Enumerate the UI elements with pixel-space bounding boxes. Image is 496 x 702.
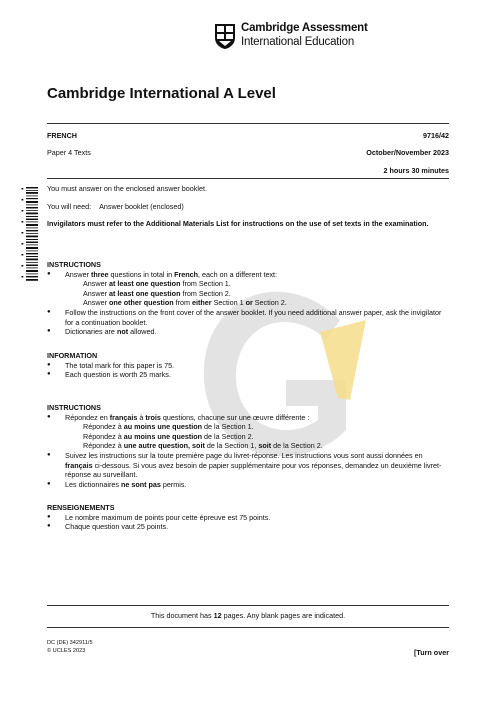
- information-heading-en: INFORMATION: [47, 351, 98, 360]
- subject: FRENCH: [47, 131, 77, 140]
- page-title: Cambridge International A Level: [47, 85, 276, 102]
- copyright: © UCLES 2023: [47, 648, 86, 654]
- information-item: ● Chaque question vaut 25 points.: [47, 522, 449, 532]
- you-will-need: [47, 202, 449, 212]
- instruction-item: ● Follow the instructions on the front cover of the answer booklet. If you need additional answer paper, ask the invigilator for a continuation booklet.: [47, 308, 449, 327]
- paper-code: 9716/42: [423, 131, 449, 140]
- instruction-item: ● Répondez en français à trois questions, chacune sur une œuvre différente :: [47, 413, 449, 423]
- need-value: Answer booklet (enclosed): [99, 201, 184, 211]
- session: October/November 2023: [366, 148, 449, 157]
- divider-bottom: [47, 605, 449, 606]
- divider-mid: [47, 178, 449, 179]
- answer-booklet-note: You must answer on the enclosed answer booklet.: [47, 184, 207, 193]
- page-count-note: This document has 12 pages. Any blank pages are indicated.: [150, 611, 346, 620]
- need-label: You will need:: [47, 201, 92, 211]
- document-reference: DC (DE) 342911/5: [47, 640, 93, 646]
- logo-line1: Cambridge Assessment: [241, 22, 368, 34]
- information-item: ● Each question is worth 25 marks.: [47, 370, 449, 380]
- instructions-en: [47, 260, 449, 337]
- instruction-item: ● Les dictionnaires ne sont pas permis.: [47, 480, 449, 490]
- information-item: ● The total mark for this paper is 75.: [47, 361, 449, 371]
- divider-top: [47, 123, 449, 124]
- instruction-item: ● Answer three questions in total in French, each on a different text:: [47, 270, 449, 280]
- instructions-fr: [47, 403, 449, 489]
- information-item: ● Le nombre maximum de points pour cette épreuve est 75 points.: [47, 513, 449, 523]
- paper-name: Paper 4 Texts: [47, 148, 91, 157]
- instruction-subitem: Answer one other question from either Section 1 or Section 2.: [83, 298, 287, 308]
- instruction-subitem: Answer at least one question from Section 1.: [83, 279, 231, 289]
- information-fr: [47, 503, 449, 532]
- instruction-item: ● Dictionaries are not allowed.: [47, 327, 449, 337]
- crest-icon: [214, 23, 236, 50]
- information-heading-fr: RENSEIGNEMENTS: [47, 503, 115, 512]
- duration: 2 hours 30 minutes: [383, 166, 449, 175]
- instruction-subitem: Répondez à une autre question, soit de la Section 1, soit de la Section 2.: [83, 441, 323, 451]
- instruction-subitem: Répondez à au moins une question de la Section 2.: [83, 431, 254, 441]
- footer-ref-block: [47, 639, 93, 655]
- instruction-subitem: Answer at least one question from Section 2.: [83, 288, 231, 298]
- invigilators-note: Invigilators must refer to the Additional Materials List for instructions on the use of set texts in the examination.: [47, 219, 429, 229]
- barcode: [21, 186, 38, 282]
- instructions-heading-en: INSTRUCTIONS: [47, 260, 101, 269]
- preamble: [47, 184, 449, 229]
- instructions-heading-fr: INSTRUCTIONS: [47, 403, 101, 412]
- cambridge-logo: [214, 22, 374, 52]
- turn-over: [Turn over: [413, 648, 449, 657]
- instruction-subitem: Répondez à au moins une question de la Section 1.: [83, 422, 254, 432]
- information-en: [47, 351, 449, 380]
- divider-footer: [47, 627, 449, 628]
- logo-line2: International Education: [241, 36, 355, 48]
- instruction-item: ● Suivez les instructions sur la toute première page du livret-réponse. Les instructions vous sont aussi données en français ci-dessous. Si vous avez besoin de papier supplémentaire pour vos réponses, demandez un deuxième livret-réponse au surveillant.: [47, 451, 449, 480]
